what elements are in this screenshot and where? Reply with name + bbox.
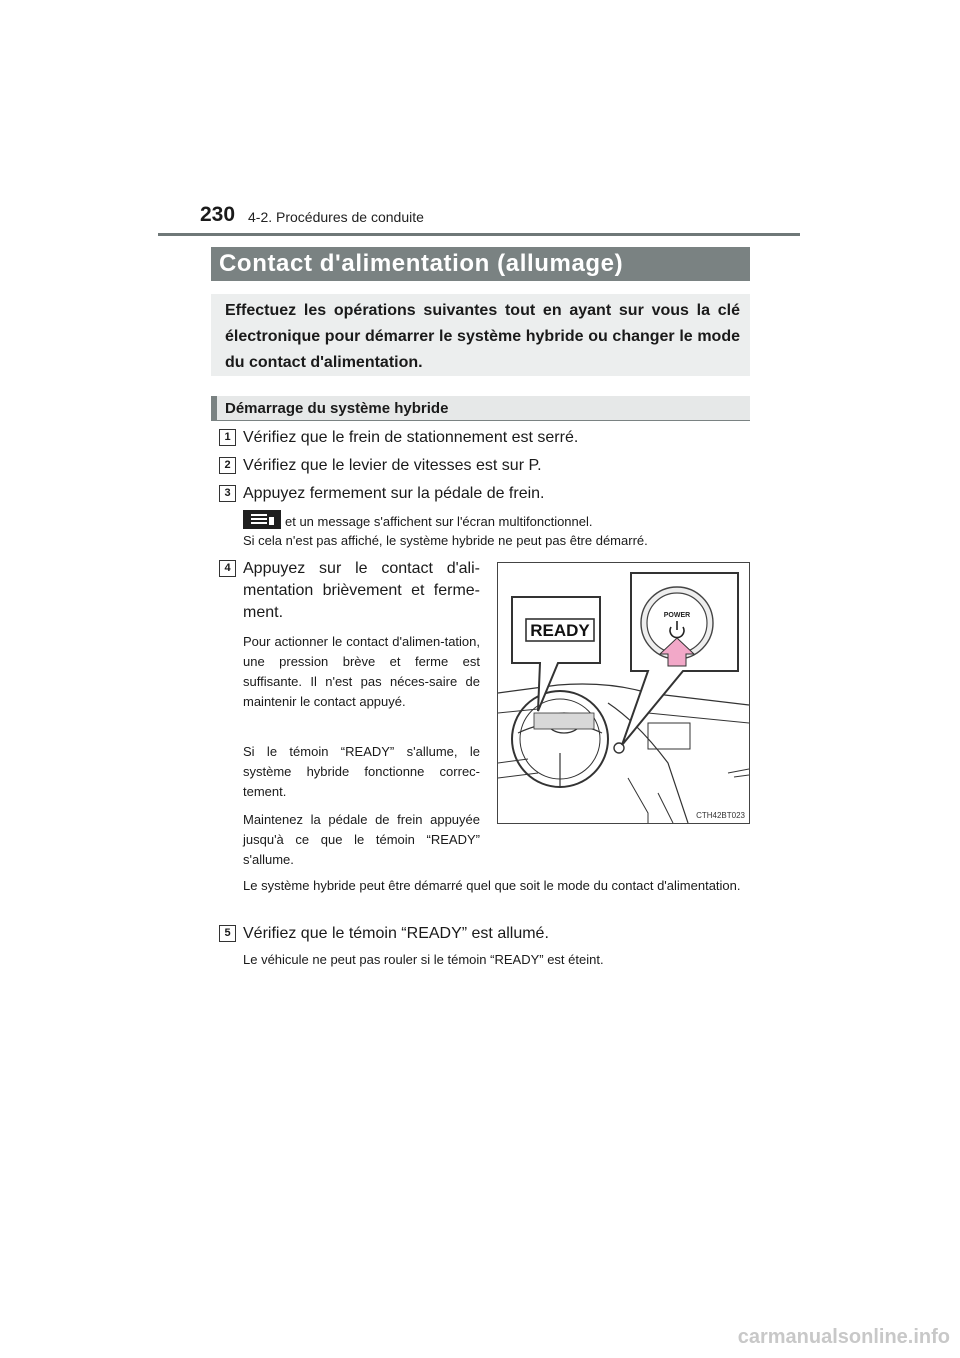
- step-4-note-3: Maintenez la pédale de frein appuyée jusqu'à ce que le témoin “READY” s'allume.: [243, 812, 480, 867]
- step-1-badge: 1: [219, 429, 236, 446]
- step-3-note-1-text: et un message s'affichent sur l'écran multifonctionnel.: [285, 514, 593, 529]
- header-divider: [158, 233, 800, 236]
- step-2-text: Vérifiez que le levier de vitesses est sur P.: [243, 457, 542, 474]
- step-3-note-2: Si cela n'est pas affiché, le système hybride ne peut pas être démarré.: [243, 533, 648, 548]
- intro-box: [211, 294, 750, 376]
- figure-id: CTH42BT023: [696, 811, 745, 820]
- step-4-note-1: Pour actionner le contact d'alimen-tation, une pression brève et ferme est suffisante. Il n'est pas néces-saire de maintenir le contact appuyé.: [243, 634, 480, 709]
- step-1-text: Vérifiez que le frein de stationnement est serré.: [243, 429, 579, 446]
- step-5-note: Le véhicule ne peut pas rouler si le témoin “READY” est éteint.: [243, 952, 604, 967]
- step-5-badge: 5: [219, 925, 236, 942]
- ready-indicator-icon: [243, 510, 281, 529]
- step-2-badge: 2: [219, 457, 236, 474]
- ready-label: READY: [530, 621, 590, 640]
- step-4-wide-note: Le système hybride peut être démarré quel que soit le mode du contact d'alimentation.: [243, 878, 741, 893]
- dashboard-illustration: [497, 562, 750, 824]
- page-number: 230: [200, 203, 236, 226]
- step-3-text: Appuyez fermement sur la pédale de frein.: [243, 485, 545, 502]
- power-label: POWER: [663, 612, 691, 619]
- section-title: 4-2. Procédures de conduite: [248, 209, 424, 225]
- step-3-badge: 3: [219, 485, 236, 502]
- subheading-text: Démarrage du système hybride: [225, 400, 449, 417]
- page-title: Contact d'alimentation (allumage): [211, 247, 750, 281]
- watermark: carmanualsonline.info: [737, 1326, 950, 1348]
- step-3-note-1: [243, 510, 593, 532]
- intro-text: Effectuez les opérations suivantes tout en ayant sur vous la clé électronique pour démarrer le système hybride ou changer le mode du contact d'alimentation.: [225, 302, 740, 371]
- step-4-text: Appuyez sur le contact d'ali-mentation brièvement et ferme-ment.: [243, 560, 480, 621]
- step-5-text: Vérifiez que le témoin “READY” est allumé.: [243, 925, 549, 942]
- subheading: [211, 396, 750, 421]
- step-4-badge: 4: [219, 560, 236, 577]
- step-4-note-2: Si le témoin “READY” s'allume, le système hybride fonctionne correc-tement.: [243, 744, 480, 799]
